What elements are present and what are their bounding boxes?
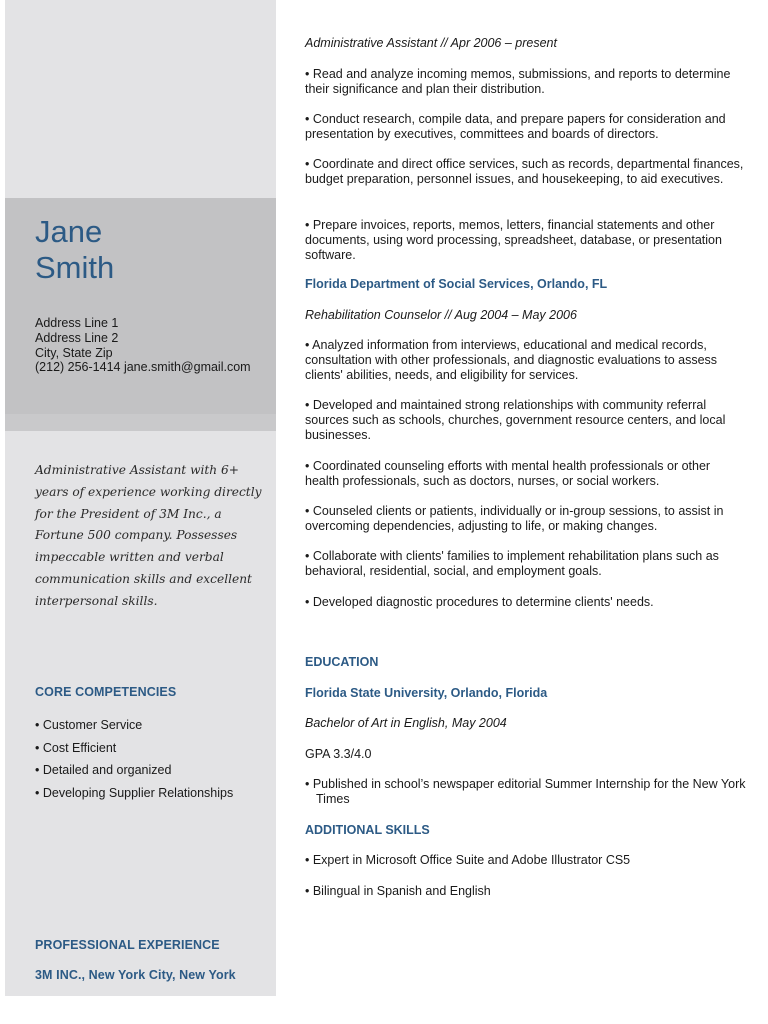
phone-email: (212) 256-1414 jane.smith@gmail.com xyxy=(35,360,251,375)
education-note: • Published in school’s newspaper editorial Summer Internship for the New York Times xyxy=(305,777,746,806)
summary: Administrative Assistant with 6+ years of experience working directly for the President of 3M Inc., a Fortune 500 company. Possesses impeccable written and verbal communication skills and excellent interpersonal skills. xyxy=(35,463,262,608)
role-1: Administrative Assistant // Apr 2006 – present xyxy=(305,36,557,50)
list-item: • Detailed and organized xyxy=(35,763,172,778)
school: Florida State University, Orlando, Florida xyxy=(305,686,548,700)
address-line-1: Address Line 1 xyxy=(35,316,119,330)
degree: Bachelor of Art in English, May 2004 xyxy=(305,716,507,730)
name-block-divider xyxy=(5,414,276,431)
skills-title: ADDITIONAL SKILLS xyxy=(305,823,430,837)
experience-title: PROFESSIONAL EXPERIENCE xyxy=(35,938,220,952)
role-2: Rehabilitation Counselor // Aug 2004 – May 2006 xyxy=(305,308,577,322)
list-item: • Read and analyze incoming memos, submissions, and reports to determine their significance and plan their distribution. xyxy=(305,67,731,96)
employer-2: Florida Department of Social Services, Orlando, FL xyxy=(305,277,608,291)
competencies-list xyxy=(35,714,233,804)
city-state-zip: City, State Zip xyxy=(35,345,113,360)
address-line-2: Address Line 2 xyxy=(35,330,119,345)
employer-1: 3M INC., New York City, New York xyxy=(35,968,236,982)
list-item: • Developed and maintained strong relationships with community referral sources such as schools, churches, government resource centers, and local businesses. xyxy=(305,398,726,442)
list-item: • Coordinate and direct office services, such as records, departmental finances, budget preparation, personnel issues, and housekeeping, to aid executives. xyxy=(305,157,744,186)
contact-info xyxy=(35,316,251,375)
list-item: • Developed diagnostic procedures to determine clients' needs. xyxy=(305,595,654,609)
list-item: • Analyzed information from interviews, educational and medical records, consultation with other professionals, and diagnostic evaluations to assess clients' abilities, needs, and eligibility for services. xyxy=(305,338,718,382)
list-item: • Cost Efficient xyxy=(35,740,117,755)
competencies-title: CORE COMPETENCIES xyxy=(35,685,177,699)
candidate-name xyxy=(35,214,114,286)
list-item: • Coordinated counseling efforts with mental health professionals or other health professionals, such as doctors, nurses, or social workers. xyxy=(305,459,711,488)
list-item: • Collaborate with clients' families to implement rehabilitation plans such as behavioral, residential, social, and employment goals. xyxy=(305,549,719,578)
list-item: • Customer Service xyxy=(35,718,143,732)
education-title: EDUCATION xyxy=(305,655,379,669)
list-item: • Conduct research, compile data, and prepare papers for consideration and presentation by executives, committees and boards of directors. xyxy=(305,112,726,141)
list-item: • Prepare invoices, reports, memos, letters, financial statements and other documents, using word processing, spreadsheet, database, or presentation software. xyxy=(305,218,722,262)
list-item: • Bilingual in Spanish and English xyxy=(305,884,491,898)
list-item: • Expert in Microsoft Office Suite and Adobe Illustrator CS5 xyxy=(305,853,631,867)
first-name: Jane xyxy=(35,214,103,249)
last-name: Smith xyxy=(35,250,115,285)
list-item: • Developing Supplier Relationships xyxy=(35,785,234,800)
list-item: • Counseled clients or patients, individually or in-group sessions, to assist in overcoming dependencies, adjusting to life, or making changes. xyxy=(305,504,724,533)
gpa: GPA 3.3/4.0 xyxy=(305,747,372,761)
